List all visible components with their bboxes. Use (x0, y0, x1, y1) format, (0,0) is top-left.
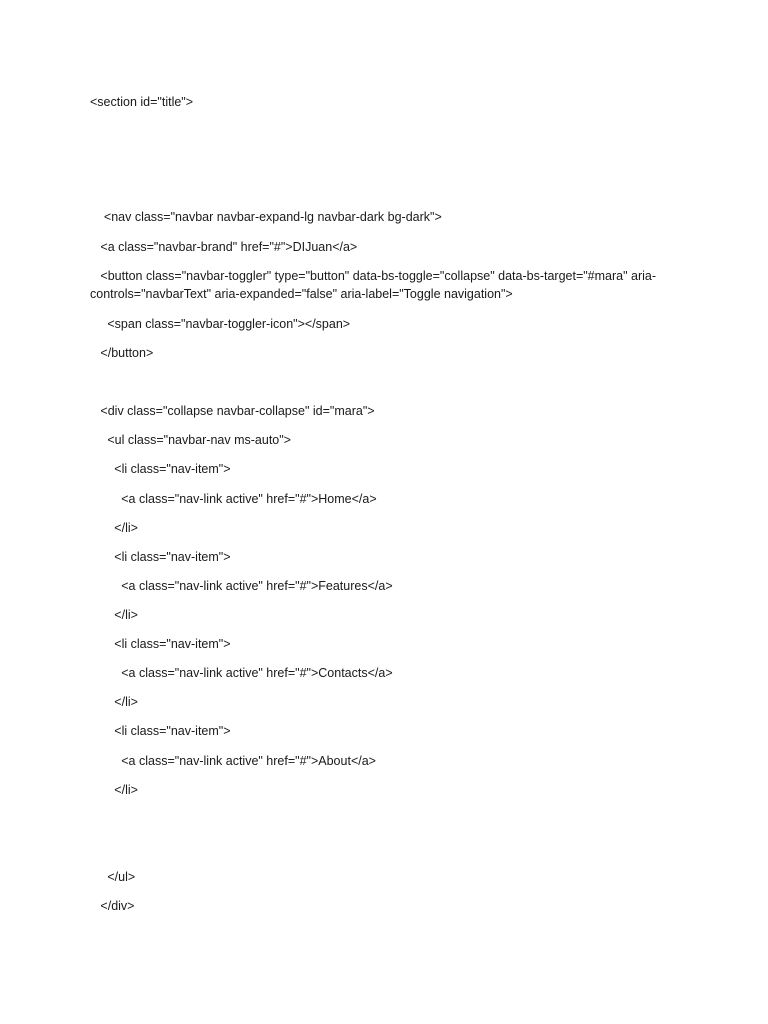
code-line-li-open: <li class="nav-item"> (90, 637, 231, 651)
code-line-link-features: <a class="nav-link active" href="#">Features</a> (90, 579, 393, 593)
code-line-section-open: <section id="title"> (90, 95, 194, 109)
code-line-li-open: <li class="nav-item"> (90, 550, 231, 564)
code-line-nav-open: <nav class="navbar navbar-expand-lg navbar-dark bg-dark"> (90, 210, 442, 224)
code-line-div-close: </div> (90, 899, 135, 913)
code-line-li-open: <li class="nav-item"> (90, 724, 231, 738)
code-line-div-open: <div class="collapse navbar-collapse" id="mara"> (90, 404, 375, 418)
code-line-li-close: </li> (90, 783, 138, 797)
code-line-navbar-brand: <a class="navbar-brand" href="#">DIJuan</a> (90, 240, 358, 254)
code-line-button-open: <button class="navbar-toggler" type="button" data-bs-toggle="collapse" data-bs-target="#mara" aria-controls="navbarText" aria-expanded="false" aria-label="Toggle navigation"> (90, 269, 657, 301)
code-line-li-close: </li> (90, 608, 138, 622)
code-line-li-close: </li> (90, 521, 138, 535)
code-line-toggler-icon: <span class="navbar-toggler-icon"></span> (90, 317, 351, 331)
code-line-li-close: </li> (90, 695, 138, 709)
code-line-li-open: <li class="nav-item"> (90, 462, 231, 476)
code-line-ul-close: </ul> (90, 870, 136, 884)
code-line-link-home: <a class="nav-link active" href="#">Home</a> (90, 492, 377, 506)
code-line-link-about: <a class="nav-link active" href="#">About</a> (90, 754, 376, 768)
code-line-link-contacts: <a class="nav-link active" href="#">Contacts</a> (90, 666, 393, 680)
code-line-button-close: </button> (90, 346, 154, 360)
code-line-ul-open: <ul class="navbar-nav ms-auto"> (90, 433, 291, 447)
